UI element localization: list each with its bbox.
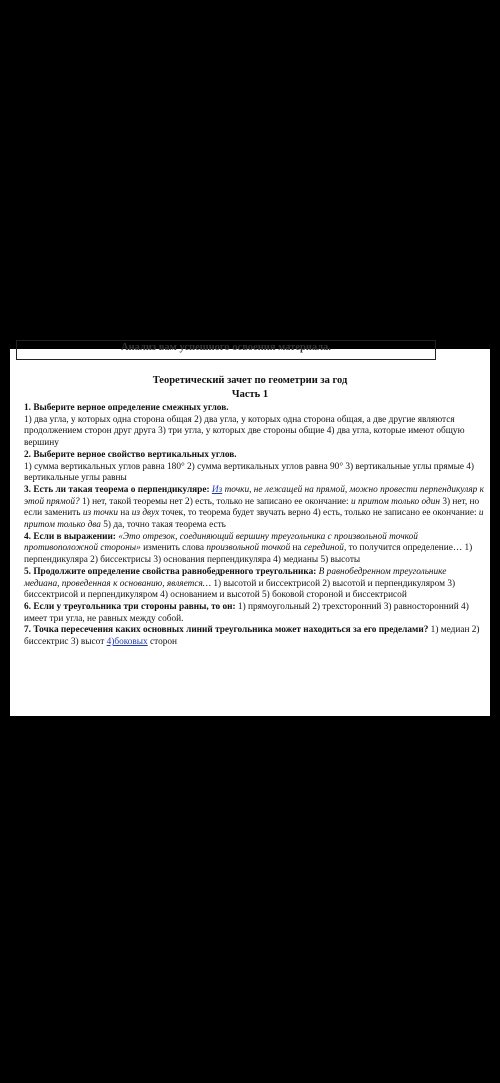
italic-text: В равнобедренном треугольнике медиана, проведенная к основанию, является… (24, 566, 447, 589)
cut-off-header (10, 342, 490, 369)
hyperlink-word[interactable]: Из (211, 484, 223, 495)
answer-options: 1) сумма вертикальных углов равна 180° 2) сумма вертикальных углов равна 90° 3) вертикальные углы прямые 4) вертикальные углы равны (24, 461, 475, 484)
italic-text: из двух (131, 508, 160, 519)
answer-text: на (290, 543, 304, 554)
italic-text: из точки (82, 508, 118, 519)
cut-off-text: Анализ вам успешного освоения материала. (16, 340, 436, 360)
italic-text: точки, не лежащей на прямой, можно провести перпендикуляр к этой прямой? (24, 484, 484, 507)
question-7 (24, 625, 484, 648)
question-list (24, 403, 484, 649)
question-5 (24, 567, 484, 602)
underlined-text: 4)боковых (106, 637, 148, 648)
question-number: 7. (24, 625, 31, 636)
answer-text: 1) нет, такой теоремы нет 2) есть, только не записано ее окончание: (79, 496, 351, 507)
answer-text: сторон (147, 637, 178, 648)
question-number: 2. (24, 449, 31, 460)
italic-text: и притом только один (350, 496, 441, 507)
question-number: 4. (24, 531, 31, 542)
italic-text: серединой (304, 543, 344, 554)
question-number: 1. (24, 403, 31, 413)
question-1 (24, 403, 484, 450)
answer-text: 1) высотой и биссектрисой 2) высотой и перпендикуляром 3) биссектрисой и перпендикуляром 4) основанием и высотой 5) боковой стороной и биссектрисой (24, 578, 456, 601)
question-6 (24, 602, 484, 625)
answer-text: , то получится определение… 1) перпендикуляра 2) биссектрисы 3) основания перпендикуляра 4) медианы 5) высоты (24, 543, 473, 566)
question-4 (24, 532, 484, 567)
italic-text: и притом только два (24, 508, 484, 531)
answer-options: 1) прямоугольный 2) трехсторонний 3) равносторонний 4) имеет три угла, не равных между собой. (24, 601, 469, 624)
answer-text: точек, то теорема будет звучать верно 4) есть, только не записано ее окончание: (159, 508, 479, 519)
question-text: Если у треугольника три стороны равны, то он: (33, 601, 236, 612)
question-text: Если в выражении: (33, 531, 116, 542)
answer-text: 3) нет, но если заменить (24, 496, 480, 519)
question-number: 3. (24, 484, 31, 495)
question-text: Продолжите определение свойства равнобедренного треугольника: (33, 566, 317, 577)
italic-text: произвольной точкой (206, 543, 291, 554)
question-number: 6. (24, 601, 31, 612)
part-title: Часть 1 (231, 389, 269, 400)
question-text: Выберите верное свойство вертикальных углов. (33, 449, 237, 460)
question-text: Точка пересечения каких основных линий треугольника может находиться за его пределами? (33, 625, 429, 636)
answer-text: на (117, 508, 132, 519)
question-text: Выберите верное определение смежных углов. (33, 403, 229, 413)
answer-text: 1) медиан 2) биссектрис 3) высот (24, 625, 480, 648)
document-page (10, 342, 490, 716)
italic-text: «Это отрезок, соединяющий вершину треугольника с произвольной точкой противоположной стороны» (24, 531, 418, 554)
answer-text: 5) да, точно такая теорема есть (100, 520, 226, 531)
question-number: 5. (24, 566, 31, 577)
question-text: Есть ли такая теорема о перпендикуляре: (33, 484, 210, 495)
page-title: Теоретический зачет по геометрии за год (152, 375, 348, 386)
answer-options: 1) два угла, у которых одна сторона общая 2) два угла, у которых одна сторона общая, а две другие являются продолжением сторон друг друга 3) три угла, у которых две стороны общие 4) два угла, которые имеют общую вершину (24, 414, 465, 449)
answer-text: изменить слова (140, 543, 207, 554)
question-3 (24, 485, 484, 532)
question-2 (24, 450, 484, 485)
